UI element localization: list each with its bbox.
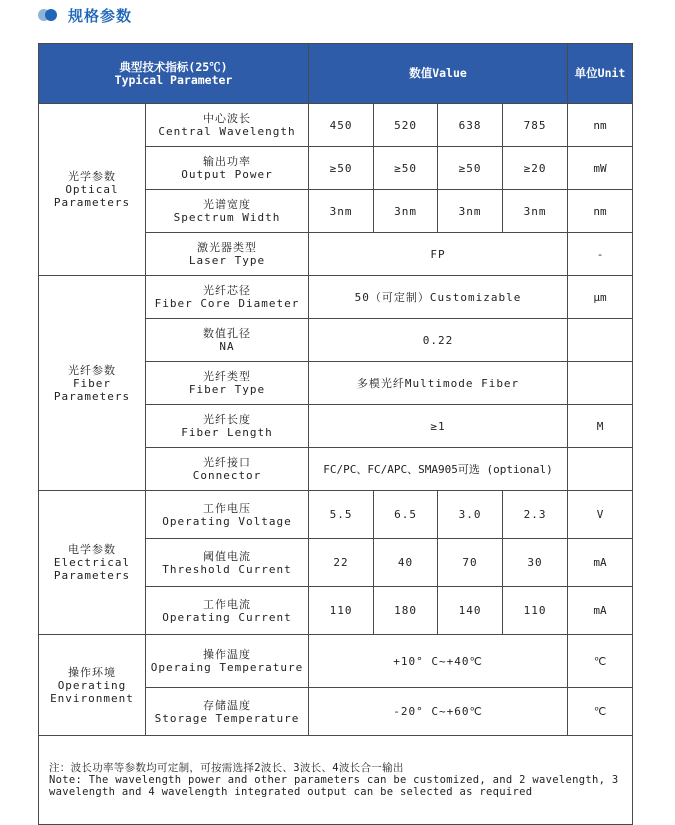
value-cell: 140 <box>438 587 503 635</box>
value-cell: 0.22 <box>309 319 568 362</box>
param-name: 数值孔径 NA <box>146 319 309 362</box>
param-name: 光纤长度 Fiber Length <box>146 405 309 448</box>
value-cell: 3.0 <box>438 491 503 539</box>
value-cell: ≥50 <box>438 147 503 190</box>
value-cell: 785 <box>503 104 568 147</box>
value-cell: FC/PC、FC/APC、SMA905可选 (optional) <box>309 448 568 491</box>
param-name: 阈值电流 Threshold Current <box>146 539 309 587</box>
param-name: 中心波长 Central Wavelength <box>146 104 309 147</box>
param-name: 操作温度 Operaing Temperature <box>146 635 309 688</box>
unit-cell <box>568 319 633 362</box>
value-cell: 110 <box>503 587 568 635</box>
unit-cell: V <box>568 491 633 539</box>
value-cell: 520 <box>374 104 438 147</box>
group-optical: 光学参数 Optical Parameters <box>39 104 146 276</box>
value-cell: -20° C~+60℃ <box>309 688 568 736</box>
value-cell: ≥50 <box>374 147 438 190</box>
value-cell: 40 <box>374 539 438 587</box>
footnote: 注：波长功率等参数均可定制，可按需选择2波长、3波长、4波长合一输出 Note: The wavelength power and other parameters can be customized, and 2 wavelength, 3 wavelength and 4 wavelength integrated output can be selected as required <box>39 736 633 825</box>
param-name: 光纤芯径 Fiber Core Diameter <box>146 276 309 319</box>
value-cell: 450 <box>309 104 374 147</box>
unit-cell <box>568 362 633 405</box>
header-value: 数值Value <box>309 44 568 104</box>
value-cell: 5.5 <box>309 491 374 539</box>
param-name: 工作电流 Operating Current <box>146 587 309 635</box>
value-cell: 638 <box>438 104 503 147</box>
unit-cell: ℃ <box>568 635 633 688</box>
value-cell: ≥1 <box>309 405 568 448</box>
param-name: 激光器类型 Laser Type <box>146 233 309 276</box>
note-row <box>39 736 633 825</box>
unit-cell <box>568 448 633 491</box>
header-unit: 单位Unit <box>568 44 633 104</box>
spec-table <box>38 43 633 825</box>
unit-cell: ℃ <box>568 688 633 736</box>
param-name: 工作电压 Operating Voltage <box>146 491 309 539</box>
param-name: 存储温度 Storage Temperature <box>146 688 309 736</box>
unit-cell: nm <box>568 104 633 147</box>
value-cell: 22 <box>309 539 374 587</box>
table-header-row <box>39 44 633 104</box>
param-name: 输出功率 Output Power <box>146 147 309 190</box>
bullet-dots-icon <box>36 8 64 22</box>
value-cell: 3nm <box>374 190 438 233</box>
value-cell: 180 <box>374 587 438 635</box>
value-cell: 30 <box>503 539 568 587</box>
table-row <box>39 104 633 147</box>
group-electrical: 电学参数 Electrical Parameters <box>39 491 146 635</box>
value-cell: 6.5 <box>374 491 438 539</box>
value-cell: 50（可定制）Customizable <box>309 276 568 319</box>
group-environment: 操作环境 Operating Environment <box>39 635 146 736</box>
unit-cell: nm <box>568 190 633 233</box>
value-cell: 3nm <box>438 190 503 233</box>
param-name: 光纤类型 Fiber Type <box>146 362 309 405</box>
value-cell: +10° C~+40℃ <box>309 635 568 688</box>
unit-cell: mA <box>568 587 633 635</box>
param-name: 光谱宽度 Spectrum Width <box>146 190 309 233</box>
section-title: 规格参数 <box>68 6 133 25</box>
section-header <box>36 4 132 26</box>
value-cell: 3nm <box>503 190 568 233</box>
value-cell: ≥20 <box>503 147 568 190</box>
unit-cell: M <box>568 405 633 448</box>
value-cell: 多模光纤Multimode Fiber <box>309 362 568 405</box>
unit-cell: μm <box>568 276 633 319</box>
table-row <box>39 635 633 688</box>
value-cell: ≥50 <box>309 147 374 190</box>
header-parameter: 典型技术指标(25℃) Typical Parameter <box>39 44 309 104</box>
value-cell: 3nm <box>309 190 374 233</box>
unit-cell: mW <box>568 147 633 190</box>
group-fiber: 光纤参数 Fiber Parameters <box>39 276 146 491</box>
unit-cell: - <box>568 233 633 276</box>
value-cell: 2.3 <box>503 491 568 539</box>
param-name: 光纤接口 Connector <box>146 448 309 491</box>
table-row <box>39 276 633 319</box>
value-cell: FP <box>309 233 568 276</box>
table-row <box>39 491 633 539</box>
value-cell: 110 <box>309 587 374 635</box>
value-cell: 70 <box>438 539 503 587</box>
unit-cell: mA <box>568 539 633 587</box>
